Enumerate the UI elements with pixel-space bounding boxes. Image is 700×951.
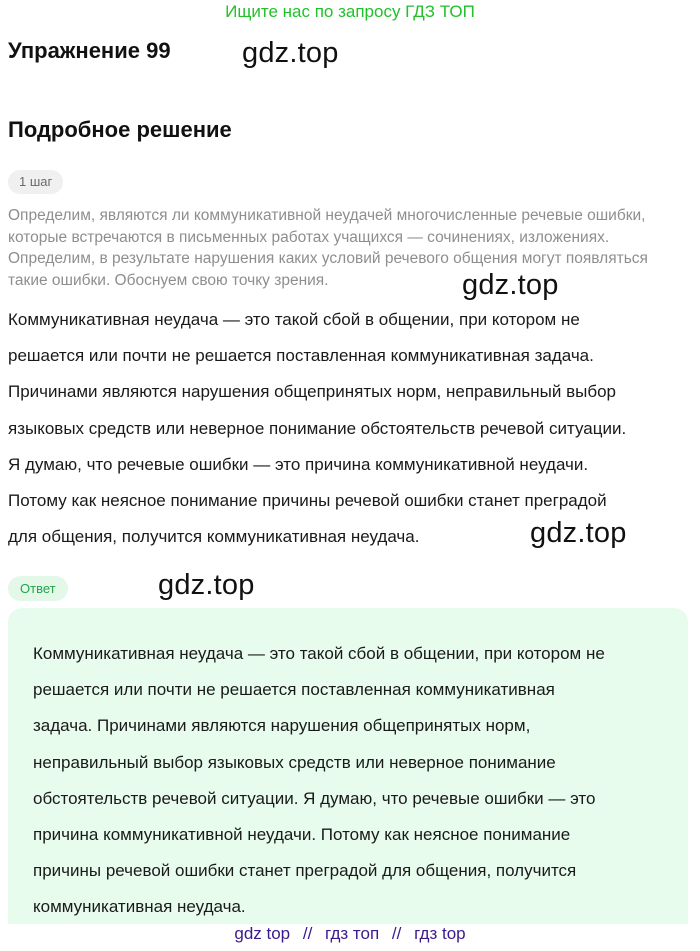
task-line: такие ошибки. Обоснуем свою точку зрения. — [8, 271, 329, 289]
section-title: Подробное решение — [8, 117, 232, 142]
watermark: gdz.top — [242, 37, 339, 69]
footer-separator: // — [391, 924, 402, 943]
answer-line: Коммуникативная неудача — это такой сбой в общении, при котором не — [33, 644, 605, 663]
task-line: Определим, являются ли коммуникативной неудачей многочисленные речевые ошибки, — [8, 207, 646, 224]
answer-line: причина коммуникативной неудачи. Потому как неясное понимание — [33, 825, 571, 845]
footer-link-gdz-top[interactable]: gdz top — [234, 924, 291, 943]
footer-links — [0, 924, 700, 944]
answer-line: причины речевой ошибки станет преградой для общения, получится — [33, 861, 577, 881]
solution-line: Потому как неясное понимание причины речевой ошибки станет преградой — [8, 491, 607, 511]
solution-line: для общения, получится коммуникативная неудача. — [8, 527, 420, 547]
answer-badge: Ответ — [8, 576, 68, 601]
task-line: Определим, в результате нарушения каких условий речевого общения могут появляться — [8, 250, 648, 267]
solution-line: языковых средств или неверное понимание обстоятельств речевой ситуации. — [8, 418, 627, 438]
step-badge: 1 шаг — [8, 170, 63, 194]
watermark: gdz.top — [462, 269, 559, 301]
solution-line: решается или почти не решается поставленная коммуникативная задача. — [8, 346, 594, 366]
answer-line: обстоятельств речевой ситуации. Я думаю, что речевые ошибки — это — [33, 788, 596, 808]
solution-line: Причинами являются нарушения общепринятых норм, неправильный выбор — [8, 382, 616, 402]
task-text — [8, 205, 693, 291]
footer-separator: // — [302, 924, 313, 943]
watermark: gdz.top — [530, 517, 627, 549]
answer-line: задача. Причинами являются нарушения общепринятых норм, — [33, 716, 531, 736]
exercise-title: Упражнение 99 — [8, 38, 171, 63]
task-line: которые встречаются в письменных работах учащихся — сочинениях, изложениях. — [8, 228, 610, 246]
answer-text — [33, 636, 683, 926]
footer-link-gdz-top-mixed[interactable]: гдз top — [414, 924, 466, 943]
solution-line: Коммуникативная неудача — это такой сбой в общении, при котором не — [8, 310, 580, 329]
answer-line: неправильный выбор языковых средств или неверное понимание — [33, 752, 556, 772]
footer-link-gdz-top-ru[interactable]: гдз топ — [325, 924, 380, 943]
search-banner: Ищите нас по запросу ГДЗ ТОП — [225, 2, 475, 21]
answer-line: коммуникативная неудача. — [33, 897, 246, 917]
answer-line: решается или почти не решается поставленная коммуникативная — [33, 680, 555, 700]
watermark: gdz.top — [158, 569, 255, 601]
solution-line: Я думаю, что речевые ошибки — это причина коммуникативной неудачи. — [8, 454, 589, 474]
